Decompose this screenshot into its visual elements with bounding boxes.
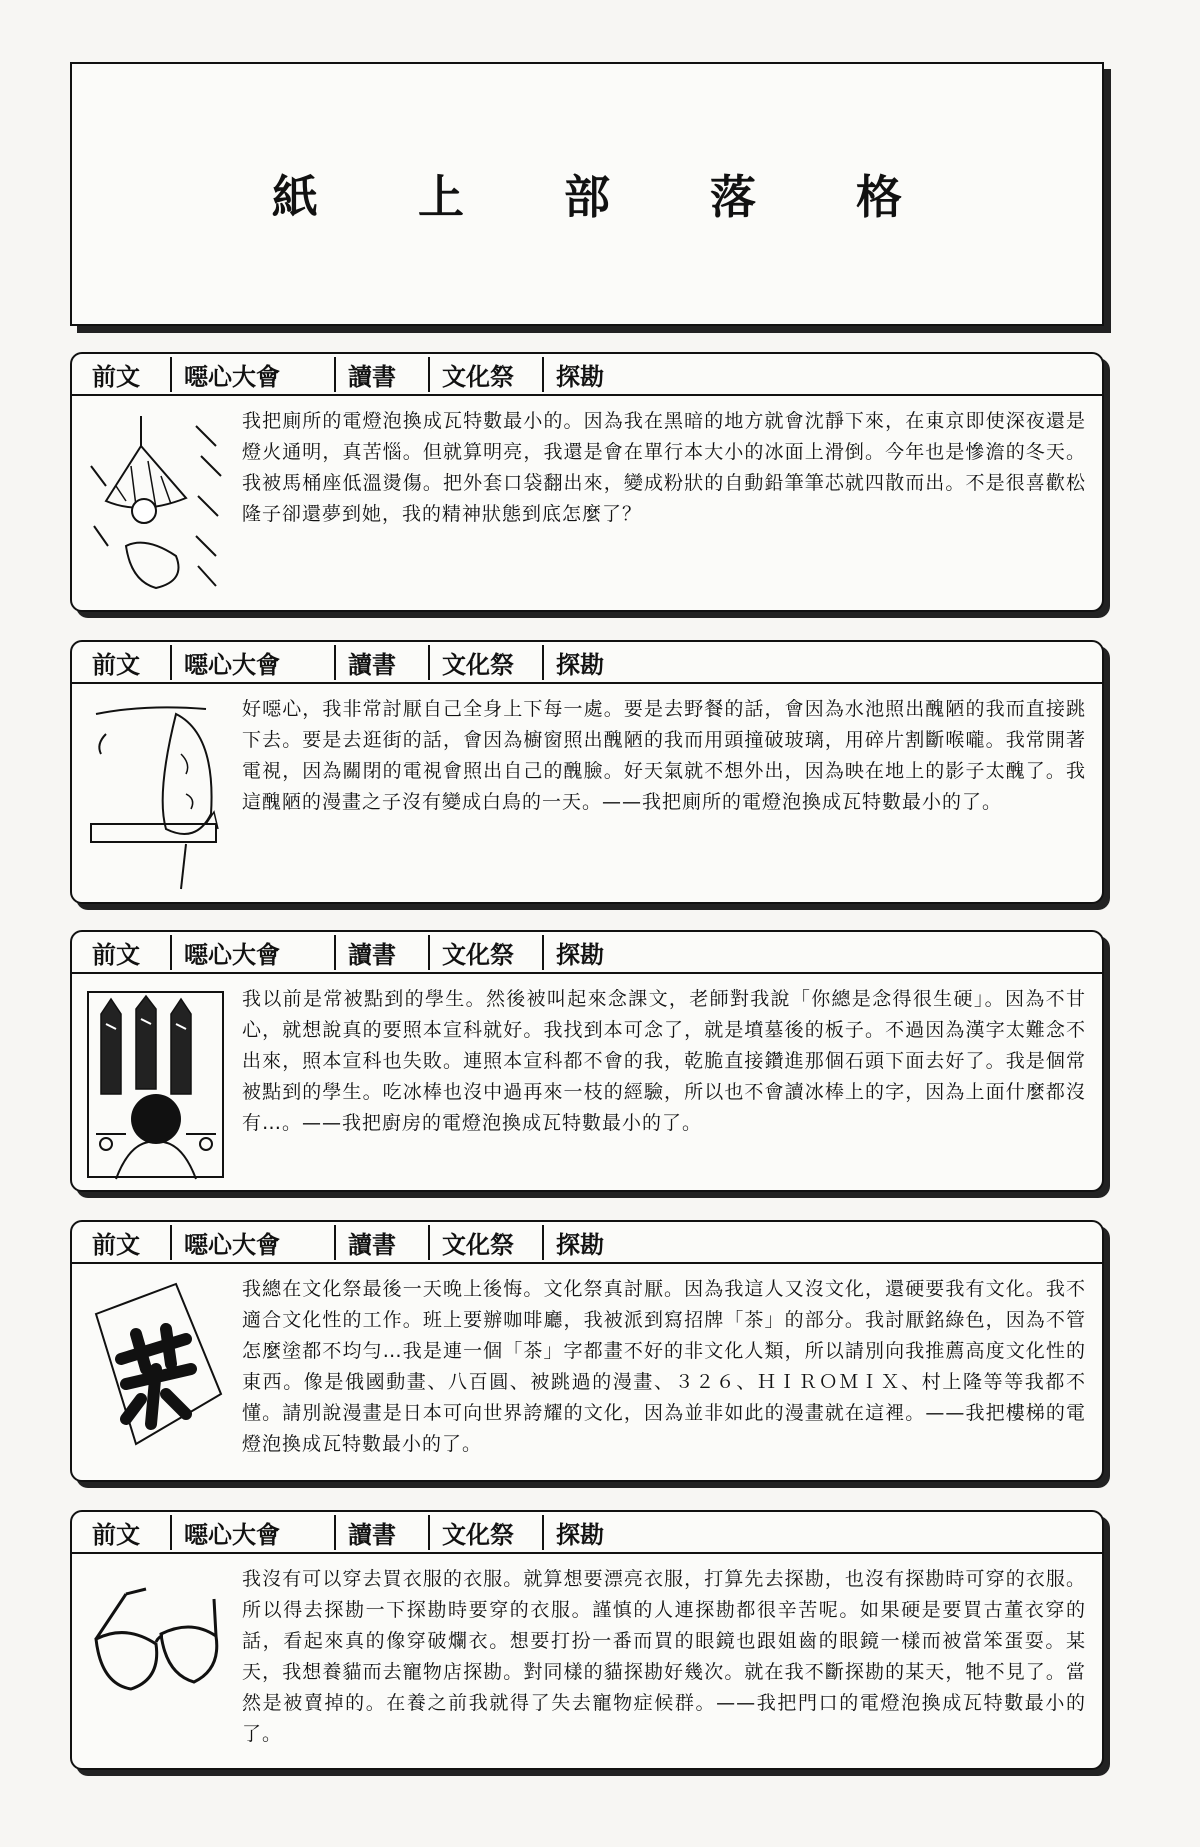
tab-gross-contest: 噁心大會 — [170, 357, 334, 392]
blog-entry — [70, 1510, 1104, 1770]
entry-tabs — [72, 1222, 1102, 1264]
blog-entry — [70, 640, 1104, 904]
tab-exploration: 探勘 — [542, 645, 604, 680]
tab-gross-contest: 噁心大會 — [170, 645, 334, 680]
glasses-illustration — [86, 1564, 226, 1754]
tab-culture-festival: 文化祭 — [428, 357, 542, 392]
tab-exploration: 探勘 — [542, 357, 604, 392]
tab-reading: 讀書 — [334, 357, 428, 392]
entry-text: 我總在文化祭最後一天晚上後悔。文化祭真討厭。因為我這人又沒文化，還硬要我有文化。我不適合文化性的工作。班上要辦咖啡廳，我被派到寫招牌「茶」的部分。我討厭銘綠色，因為不管怎麼塗都不均勻…我是連一個「茶」字都畫不好的非文化人類，所以請別向我推薦高度文化性的東西。像是俄國動畫、八百圓、被跳過的漫畫、３２６、ＨＩＲＯＭＩＸ、村上隆等等我都不懂。請別說漫畫是日本可向世界誇耀的文化，因為並非如此的漫畫就在這裡。——我把樓梯的電燈泡換成瓦特數最小的了。 — [242, 1278, 1086, 1455]
page-title: 紙 上 部 落 格 — [271, 170, 945, 224]
tab-culture-festival: 文化祭 — [428, 645, 542, 680]
tab-exploration: 探勘 — [542, 1225, 604, 1260]
tab-preface: 前文 — [92, 1520, 140, 1549]
entry-text: 我把廁所的電燈泡換成瓦特數最小的。因為我在黑暗的地方就會沈靜下來，在東京即使深夜還是燈火通明，真苦惱。但就算明亮，我還是會在單行本大小的冰面上滑倒。今年也是慘澹的冬天。我被馬桶座低溫燙傷。把外套口袋翻出來，變成粉狀的自動鉛筆筆芯就四散而出。不是很喜歡松隆子卻還夢到她，我的精神狀態到底怎麼了？ — [242, 410, 1086, 525]
tab-preface: 前文 — [92, 362, 140, 391]
tab-gross-contest: 噁心大會 — [170, 1515, 334, 1550]
entry-text: 我沒有可以穿去買衣服的衣服。就算想要漂亮衣服，打算先去探勘，也沒有探勘時可穿的衣服。所以得去探勘一下探勘時要穿的衣服。謹慎的人連探勘都很辛苦呢。如果硬是要買古董衣穿的話，看起來真的像穿破爛衣。想要打扮一番而買的眼鏡也跟姐齒的眼鏡一樣而被當笨蛋耍。某天，我想養貓而去寵物店探勘。對同樣的貓探勘好幾次。就在我不斷探勘的某天，牠不見了。當然是被賣掉的。在養之前我就得了失去寵物症候群。——我把門口的電燈泡換成瓦特數最小的了。 — [242, 1568, 1086, 1745]
entry-tabs — [72, 642, 1102, 684]
title-box — [70, 62, 1104, 326]
tab-reading: 讀書 — [334, 645, 428, 680]
blog-entry — [70, 352, 1104, 612]
tab-culture-festival: 文化祭 — [428, 935, 542, 970]
entry-tabs — [72, 1512, 1102, 1554]
entry-text: 我以前是常被點到的學生。然後被叫起來念課文，老師對我說「你總是念得很生硬」。因為不甘心，就想說真的要照本宣科就好。我找到本可念了，就是墳墓後的板子。不過因為漢字太難念不出來，照本宣科也失敗。連照本宣科都不會的我，乾脆直接鑽進那個石頭下面去好了。我是個常被點到的學生。吃冰棒也沒中過再來一枝的經驗，所以也不會讀冰棒上的字，因為上面什麼都沒有…。——我把廚房的電燈泡換成瓦特數最小的了。 — [242, 988, 1086, 1134]
tab-exploration: 探勘 — [542, 1515, 604, 1550]
entry-text: 好噁心，我非常討厭自己全身上下每一處。要是去野餐的話，會因為水池照出醜陋的我而直接跳下去。要是去逛街的話，會因為櫥窗照出醜陋的我而用頭撞破玻璃，用碎片割斷喉嚨。我常開著電視，因為關閉的電視會照出自己的醜臉。好天氣就不想外出，因為映在地上的影子太醜了。我這醜陋的漫畫之子沒有變成白鳥的一天。——我把廁所的電燈泡換成瓦特數最小的了。 — [242, 698, 1086, 813]
tab-reading: 讀書 — [334, 1225, 428, 1260]
tab-reading: 讀書 — [334, 1515, 428, 1550]
tab-preface: 前文 — [92, 940, 140, 969]
tab-gross-contest: 噁心大會 — [170, 935, 334, 970]
blog-entry — [70, 930, 1104, 1192]
tab-gross-contest: 噁心大會 — [170, 1225, 334, 1260]
entry-tabs — [72, 932, 1102, 974]
tab-preface: 前文 — [92, 1230, 140, 1259]
tab-culture-festival: 文化祭 — [428, 1225, 542, 1260]
entry-tabs — [72, 354, 1102, 396]
tab-reading: 讀書 — [334, 935, 428, 970]
tab-preface: 前文 — [92, 650, 140, 679]
lamp-illustration — [86, 406, 226, 596]
student-illustration — [86, 984, 226, 1184]
tea-sign-illustration — [86, 1274, 226, 1464]
tv-face-illustration — [86, 694, 226, 894]
blog-entry — [70, 1220, 1104, 1482]
tab-culture-festival: 文化祭 — [428, 1515, 542, 1550]
tab-exploration: 探勘 — [542, 935, 604, 970]
